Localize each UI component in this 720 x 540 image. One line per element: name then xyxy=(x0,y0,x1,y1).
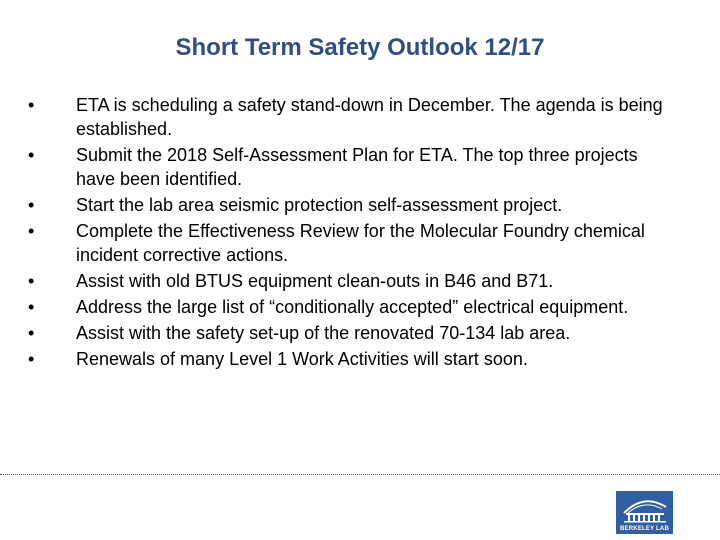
bullet-marker: • xyxy=(28,323,35,343)
bullet-marker: • xyxy=(28,271,35,291)
bullet-text: Renewals of many Level 1 Work Activities will start soon. xyxy=(76,349,528,369)
bullet-marker: • xyxy=(28,195,35,215)
berkeley-lab-logo-icon xyxy=(616,491,673,534)
bullet-text: Assist with old BTUS equipment clean-outs in B46 and B71. xyxy=(76,271,554,291)
bullet-item xyxy=(28,143,668,191)
bullet-item xyxy=(28,347,668,371)
logo-graphic xyxy=(616,491,673,525)
slide-title: Short Term Safety Outlook 12/17 xyxy=(175,34,545,61)
logo-text: BERKELEY LAB xyxy=(620,526,669,532)
bullet-text: ETA is scheduling a safety stand-down in December. The agenda is being established. xyxy=(76,95,663,139)
bullet-marker: • xyxy=(28,145,35,165)
bullet-item xyxy=(28,93,668,141)
bullet-text: Assist with the safety set-up of the renovated 70-134 lab area. xyxy=(76,323,571,343)
bullet-text: Complete the Effectiveness Review for the Molecular Foundry chemical incident corrective actions. xyxy=(76,221,645,265)
footer-divider xyxy=(0,474,720,475)
bullet-text: Start the lab area seismic protection self-assessment project. xyxy=(76,195,563,215)
bullet-item xyxy=(28,295,668,319)
bullet-text: Submit the 2018 Self-Assessment Plan for ETA. The top three projects have been identified. xyxy=(76,145,638,189)
bullet-item xyxy=(28,269,668,293)
bullet-marker: • xyxy=(28,95,35,115)
bullet-item xyxy=(28,193,668,217)
bullet-text: Address the large list of “conditionally accepted” electrical equipment. xyxy=(76,297,629,317)
bullet-marker: • xyxy=(28,349,35,369)
bullet-list xyxy=(28,93,668,373)
bullet-item xyxy=(28,321,668,345)
bullet-marker: • xyxy=(28,221,35,241)
bullet-marker: • xyxy=(28,297,35,317)
bullet-item xyxy=(28,219,668,267)
